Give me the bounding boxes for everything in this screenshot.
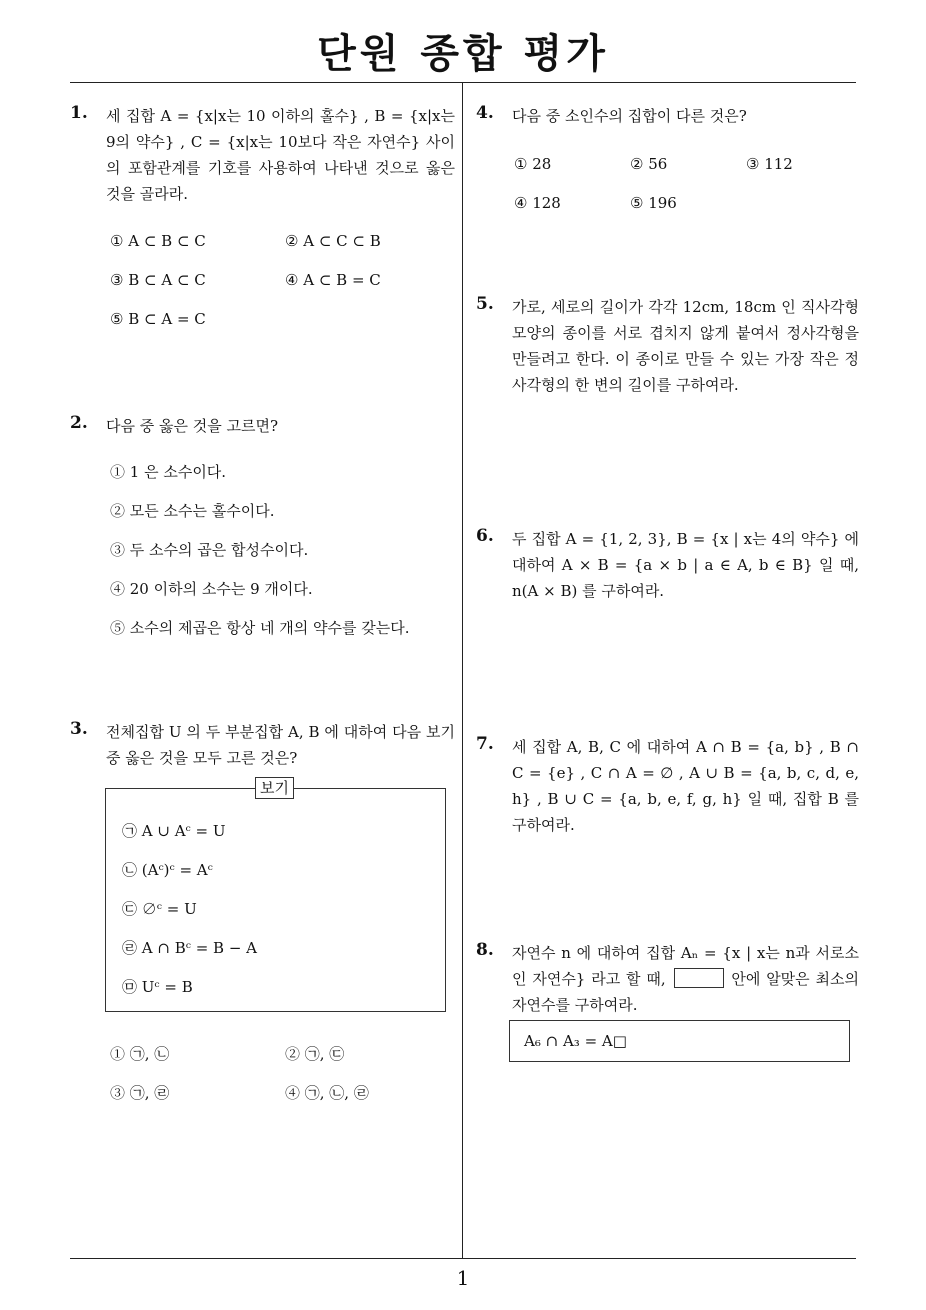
option-3[interactable]: ③ B ⊂ A ⊂ C	[110, 271, 206, 289]
question-stem: 세 집합 A = {x|x는 10 이하의 홀수} , B = {x|x는 9의 약수} , C = {x|x는 10보다 작은 자연수} 사이의 포함관계를 기호를 사용하여 나타낸 것으로 옳은 것을 골라라.	[106, 107, 455, 203]
option-4[interactable]: ④ A ⊂ B = C	[285, 271, 381, 289]
question-stem: 세 집합 A, B, C 에 대하여 A ∩ B = {a, b} , B ∩ C = {e} , C ∩ A = ∅ , A ∪ B = {a, b, c, d, e, h} , B ∪ C = {a, b, e, f, g, h} 일 때, 집합 B 를 구하여라.	[512, 738, 859, 834]
page-number: 1	[456, 1266, 470, 1290]
question-number: 3.	[70, 719, 88, 739]
option-1[interactable]: ① 28	[514, 155, 552, 173]
question-stem: 두 집합 A = {1, 2, 3}, B = {x | x는 4의 약수} 에 대하여 A × B = {a × b | a ∈ A, b ∈ B} 일 때, n(A × B) 를 구하여라.	[512, 530, 859, 600]
option-3[interactable]: ③ 두 소수의 곱은 합성수이다.	[110, 541, 309, 559]
header-rule	[70, 82, 856, 83]
question-number: 1.	[70, 103, 88, 123]
option-3[interactable]: ③ 112	[746, 155, 793, 173]
option-5[interactable]: ⑤ 소수의 제곱은 항상 네 개의 약수를 갖는다.	[110, 619, 410, 637]
q3-option-3[interactable]: ③ ㉠, ㉣	[110, 1084, 170, 1102]
question-number: 4.	[476, 103, 494, 123]
question-stem	[512, 940, 859, 1018]
example-item-4: ㉣ A ∩ Bᶜ = B − A	[122, 939, 257, 957]
question-stem: 가로, 세로의 길이가 각각 12cm, 18cm 인 직사각형 모양의 종이를 서로 겹치지 않게 붙여서 정사각형을 만들려고 한다. 이 종이로 만들 수 있는 가장 작은 정사각형의 한 변의 길이를 구하여라.	[512, 298, 859, 394]
formula-text: A₆ ∩ A₃ = A□	[524, 1032, 627, 1050]
option-2[interactable]: ② 모든 소수는 홀수이다.	[110, 502, 275, 520]
example-item-3: ㉢ ∅ᶜ = U	[122, 900, 197, 918]
option-4[interactable]: ④ 20 이하의 소수는 9 개이다.	[110, 580, 313, 598]
formula-box	[509, 1020, 850, 1062]
footer-rule	[70, 1258, 856, 1259]
question-stem: 다음 중 소인수의 집합이 다른 것은?	[512, 107, 747, 125]
question-stem-part-1: 자연수 n 에 대하여 집합 Aₙ = {x | x는 n과 서로소인 자연수} 라고 할 때,	[512, 944, 859, 988]
option-5[interactable]: ⑤ 196	[630, 194, 677, 212]
q3-option-4[interactable]: ④ ㉠, ㉡, ㉣	[285, 1084, 369, 1102]
question-number: 7.	[476, 734, 494, 754]
question-number: 5.	[476, 294, 494, 314]
option-1[interactable]: ① 1 은 소수이다.	[110, 463, 227, 481]
q3-option-2[interactable]: ② ㉠, ㉢	[285, 1045, 345, 1063]
answer-blank	[674, 968, 724, 988]
option-5[interactable]: ⑤ B ⊂ A = C	[110, 310, 206, 328]
question-number: 8.	[476, 940, 494, 960]
column-divider	[462, 83, 463, 1259]
question-number: 2.	[70, 413, 88, 433]
option-2[interactable]: ② 56	[630, 155, 668, 173]
option-1[interactable]: ① A ⊂ B ⊂ C	[110, 232, 206, 250]
example-item-5: ㉤ Uᶜ = B	[122, 978, 193, 996]
option-2[interactable]: ② A ⊂ C ⊂ B	[285, 232, 381, 250]
option-4[interactable]: ④ 128	[514, 194, 561, 212]
q3-option-1[interactable]: ① ㉠, ㉡	[110, 1045, 170, 1063]
example-box-label: 보기	[255, 777, 294, 799]
example-item-2: ㉡ (Aᶜ)ᶜ = Aᶜ	[122, 861, 213, 879]
question-stem: 다음 중 옳은 것을 고르면?	[106, 417, 279, 435]
question-stem-part-2: 안에 알맞은 최소의 자연수를 구하여라.	[512, 970, 859, 1014]
page-title: 단원 종합 평가	[317, 31, 609, 77]
example-item-1: ㉠ A ∪ Aᶜ = U	[122, 822, 226, 840]
question-number: 6.	[476, 526, 494, 546]
example-box	[105, 788, 446, 1012]
question-stem: 전체집합 U 의 두 부분집합 A, B 에 대하여 다음 보기 중 옳은 것을 모두 고른 것은?	[106, 723, 455, 767]
